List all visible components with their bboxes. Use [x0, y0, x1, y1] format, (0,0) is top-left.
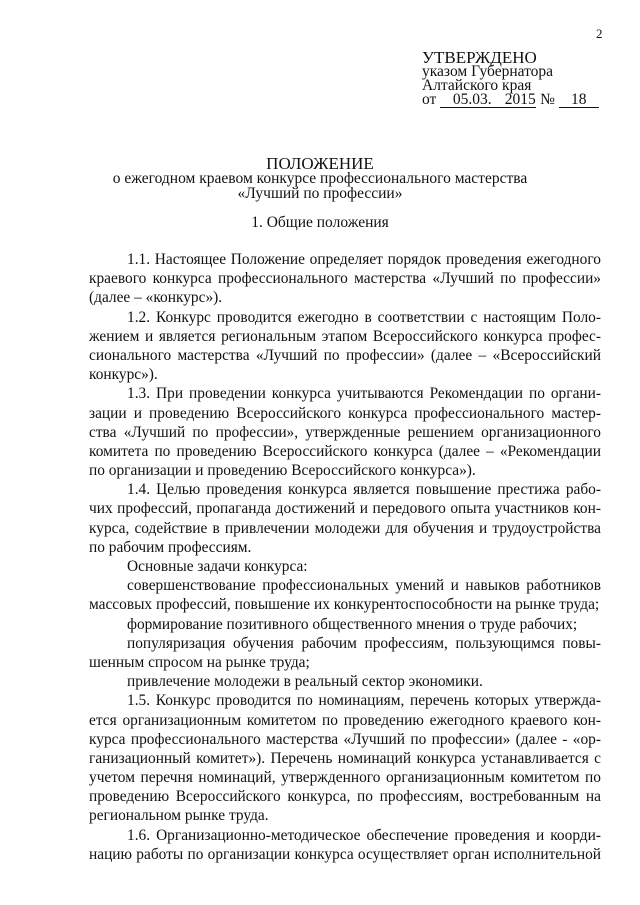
body-line: ется организационным комитетом по проведению ежегодного краевого кон- [89, 711, 601, 729]
body-line: (далее – «конкурс»). [89, 289, 223, 307]
page-number: 2 [596, 26, 603, 41]
body-line: 1.6. Организационно-методическое обеспечение проведения и коорди- [127, 826, 601, 844]
document-body [89, 250, 601, 864]
approval-date-line [422, 93, 599, 108]
body-line: по рабочим профессиям. [89, 538, 252, 556]
document-subtitle-1: о ежегодном краевом конкурсе профессионального мастерства [112, 170, 528, 187]
body-line: комитета по проведению Всероссийского конкурса (далее – «Рекомендации [89, 442, 601, 460]
body-line: нацию работы по организации конкурса осуществляет орган исполнительной [89, 845, 601, 863]
approval-title: УТВЕРЖДЕНО [422, 48, 537, 67]
body-line: совершенствование профессиональных умений и навыков работников [127, 577, 601, 595]
approval-from: от [422, 91, 437, 108]
document-heading [0, 156, 640, 201]
body-line: 1.5. Конкурс проводится по номинациям, перечень которых утвержда- [127, 692, 601, 710]
body-line: по организации и проведению Всероссийского конкурса»). [89, 462, 476, 480]
body-line: 1.2. Конкурс проводится ежегодно в соответствии с настоящим Поло- [127, 308, 601, 326]
body-line: курса профессионального мастерства «Лучший по профессии» (далее - «ор- [89, 730, 601, 748]
body-line: Основные задачи конкурса: [127, 558, 308, 575]
section-title: 1. Общие положения [251, 214, 389, 231]
body-line: региональном рынке труда. [89, 807, 269, 825]
body-line: сионального мастерства «Лучший по профессии» (далее – «Всероссийский [89, 346, 601, 364]
body-line: проведению Всероссийского конкурса, по профессиям, востребованным на [89, 788, 601, 806]
body-line: привлечение молодежи в реальный сектор экономики. [127, 673, 483, 691]
body-line: ства «Лучший по профессии», утвержденные решением организационного [89, 423, 601, 441]
approval-number-sign: № [540, 91, 555, 108]
body-line: 1.4. Целью проведения конкурса является повышение престижа рабо- [127, 481, 601, 499]
body-line: ганизационный комитет»). Перечень номинаций конкурса устанавливается с [89, 749, 601, 767]
body-line: шенным спросом на рынке труда; [89, 653, 310, 671]
approval-line-1: указом Губернатора [422, 63, 554, 80]
body-line: 1.1. Настоящее Положение определяет порядок проведения ежегодного [127, 251, 601, 268]
approval-line-2: Алтайского края [422, 77, 532, 94]
body-line: зации и проведению Всероссийского конкурса профессионального мастер- [89, 404, 601, 422]
body-line: конкурс»). [89, 366, 158, 384]
body-line: популяризация обучения рабочим профессиям, пользующимся повы- [127, 634, 601, 652]
body-line: массовых профессий, повышение их конкурентоспособности на рынке труда; [89, 596, 600, 614]
body-line: краевого конкурса профессионального мастерства «Лучший по профессии» [89, 270, 601, 288]
body-line: жением и является региональным этапом Всероссийского конкурса профес- [89, 327, 601, 345]
body-line: учетом перечня номинаций, утвержденного организационным комитетом по [89, 769, 601, 787]
approval-stamp [422, 50, 599, 108]
approval-number: 18 [559, 93, 599, 108]
approval-year: 2015 [504, 91, 536, 108]
body-line: 1.3. При проведении конкурса учитываются Рекомендации по органи- [127, 385, 601, 403]
body-line: формирование позитивного общественного мнения о труде рабочих; [127, 615, 578, 633]
body-line: курса, содействие в привлечении молодежи для обучения и трудоустройства [89, 519, 601, 537]
document-subtitle-2: «Лучший по профессии» [237, 185, 403, 202]
body-line: чих профессий, пропаганда достижений и передового опыта участников кон- [89, 500, 601, 518]
document-title: ПОЛОЖЕНИЕ [266, 154, 374, 173]
approval-date: 05.03. [440, 93, 504, 108]
